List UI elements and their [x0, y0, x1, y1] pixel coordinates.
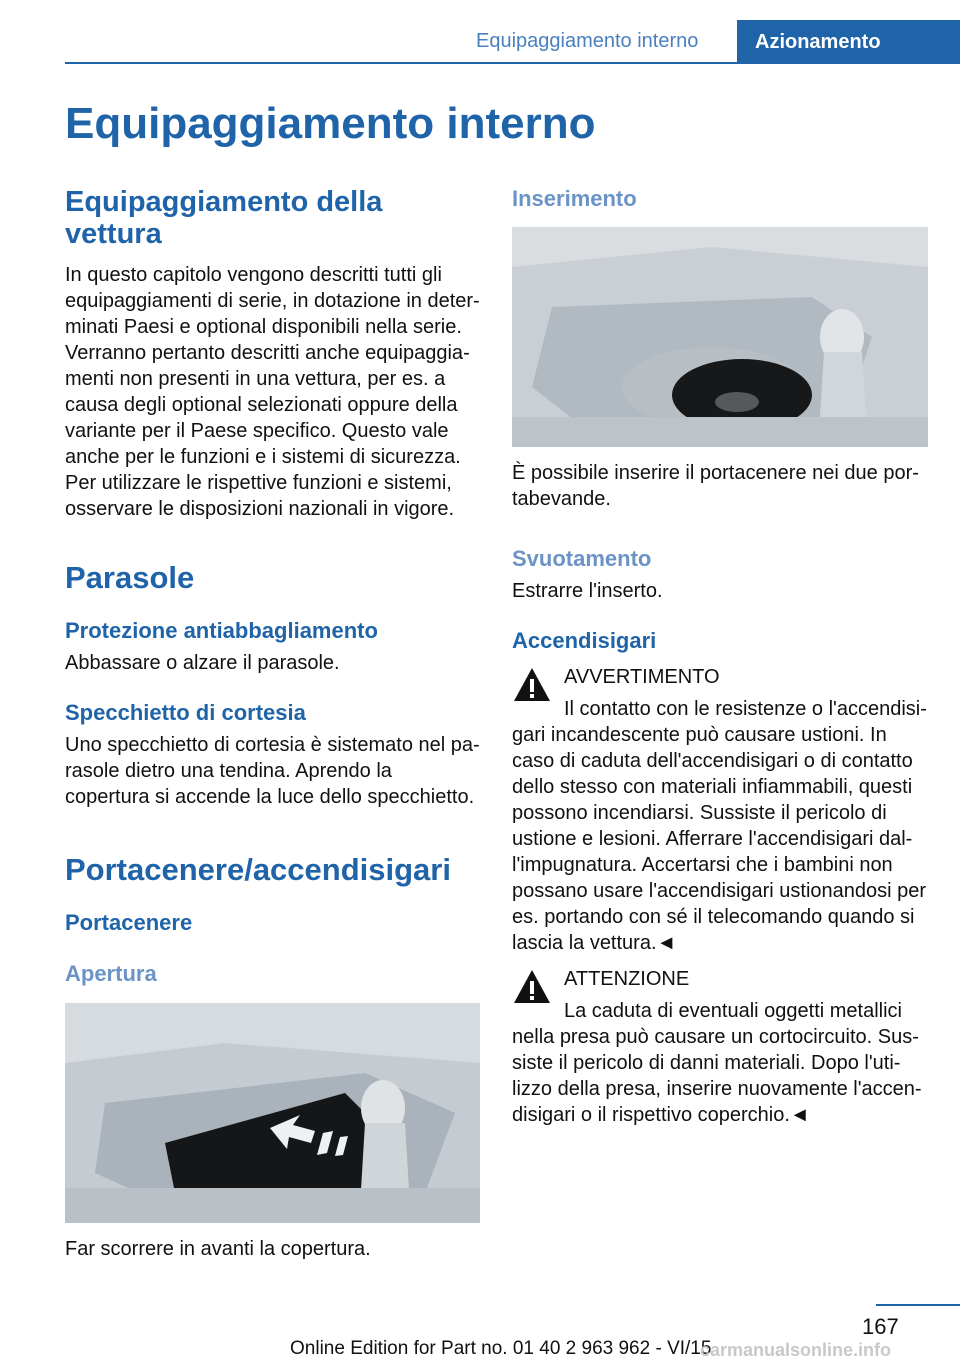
footer-edition: Online Edition for Part no. 01 40 2 963 962 - VI/15: [290, 1338, 712, 1359]
heading-equipaggiamento-vettura: Equipaggiamento della vettura: [65, 186, 383, 250]
warning-text-attenzione: La caduta di eventuali oggetti metallici nella presa può causare un cortocircuito. Sussiste il pericolo di danni materiali. Dopo l'utilizzo della presa, inserire nuovamente l'accendisigari o il rispettivo coperchio.◄: [512, 1000, 922, 1126]
paragraph-specchietto: Uno specchietto di cortesia è sistemato nel parasole dietro una tendina. Aprendo la copertura si accende la luce dello specchietto.: [65, 734, 480, 808]
ashtray-cupholder-illustration: [512, 227, 928, 447]
page-number: 167: [862, 1314, 899, 1339]
page-title: Equipaggiamento interno: [65, 99, 596, 148]
heading-apertura: Apertura: [65, 961, 157, 986]
header-chapter-tab[interactable]: Azionamento: [737, 20, 960, 64]
warning-text-avvertimento: Il contatto con le resistenze o l'accendisigari incandescente può causare ustioni. In caso di caduta dell'accendisigari o di contatto dello stesso con materiali infiammabili, questi possono incendiarsi. Sussiste il pericolo di ustione e lesioni. Afferrare l'accendisigari dall'impugnatura. Accertarsi che i bambini non possano usare l'accendisigari ustionandosi per es. portando con sé il telecomando quando si lascia la vettura.◄: [512, 698, 927, 954]
ashtray-cover-illustration: [65, 1003, 480, 1223]
heading-portacenere-accendisigari: Portacenere/accendisigari: [65, 852, 451, 887]
paragraph-svuotamento: Estrarre l'inserto.: [512, 580, 663, 602]
photo-portacenere-apertura: [65, 1003, 480, 1223]
heading-svuotamento: Svuotamento: [512, 546, 652, 571]
paragraph-protezione: Abbassare o alzare il parasole.: [65, 652, 340, 674]
photo-portacenere-inserimento: [512, 227, 928, 447]
heading-specchietto-cortesia: Specchietto di cortesia: [65, 700, 306, 725]
heading-parasole: Parasole: [65, 560, 195, 595]
warning-title-avvertimento: AVVERTIMENTO: [564, 666, 720, 688]
header-rule: [65, 62, 960, 64]
paragraph-inserimento: È possibile inserire il portacenere nei due portabevande.: [512, 462, 919, 510]
paragraph-equipaggiamento-vettura: In questo capitolo vengono descritti tutti gli equipaggiamenti di serie, in dotazione in determinati Paesi e optional disponibili nella serie. Verranno pertanto descritti anche equipaggiamenti non presenti in una vettura, per es. a causa degli optional selezionati oppure della variante per il Paese specifico. Questo vale anche per le funzioni e i sistemi di sicurezza. Per utilizzare le rispettive funzioni e sistemi, osservare le disposizioni nazionali in vigore.: [65, 264, 480, 520]
header-section-label: Equipaggiamento interno: [476, 30, 699, 52]
warning-title-attenzione: ATTENZIONE: [564, 968, 690, 990]
footer-rule: [876, 1304, 960, 1306]
heading-inserimento: Inserimento: [512, 186, 637, 211]
heading-protezione-antiabbagliamento: Protezione antiabbagliamento: [65, 618, 378, 643]
heading-accendisigari: Accendisigari: [512, 628, 657, 653]
caption-apertura: Far scorrere in avanti la copertura.: [65, 1238, 371, 1260]
footer-watermark: carmanualsonline.info: [700, 1340, 892, 1360]
heading-portacenere: Portacenere: [65, 910, 193, 935]
